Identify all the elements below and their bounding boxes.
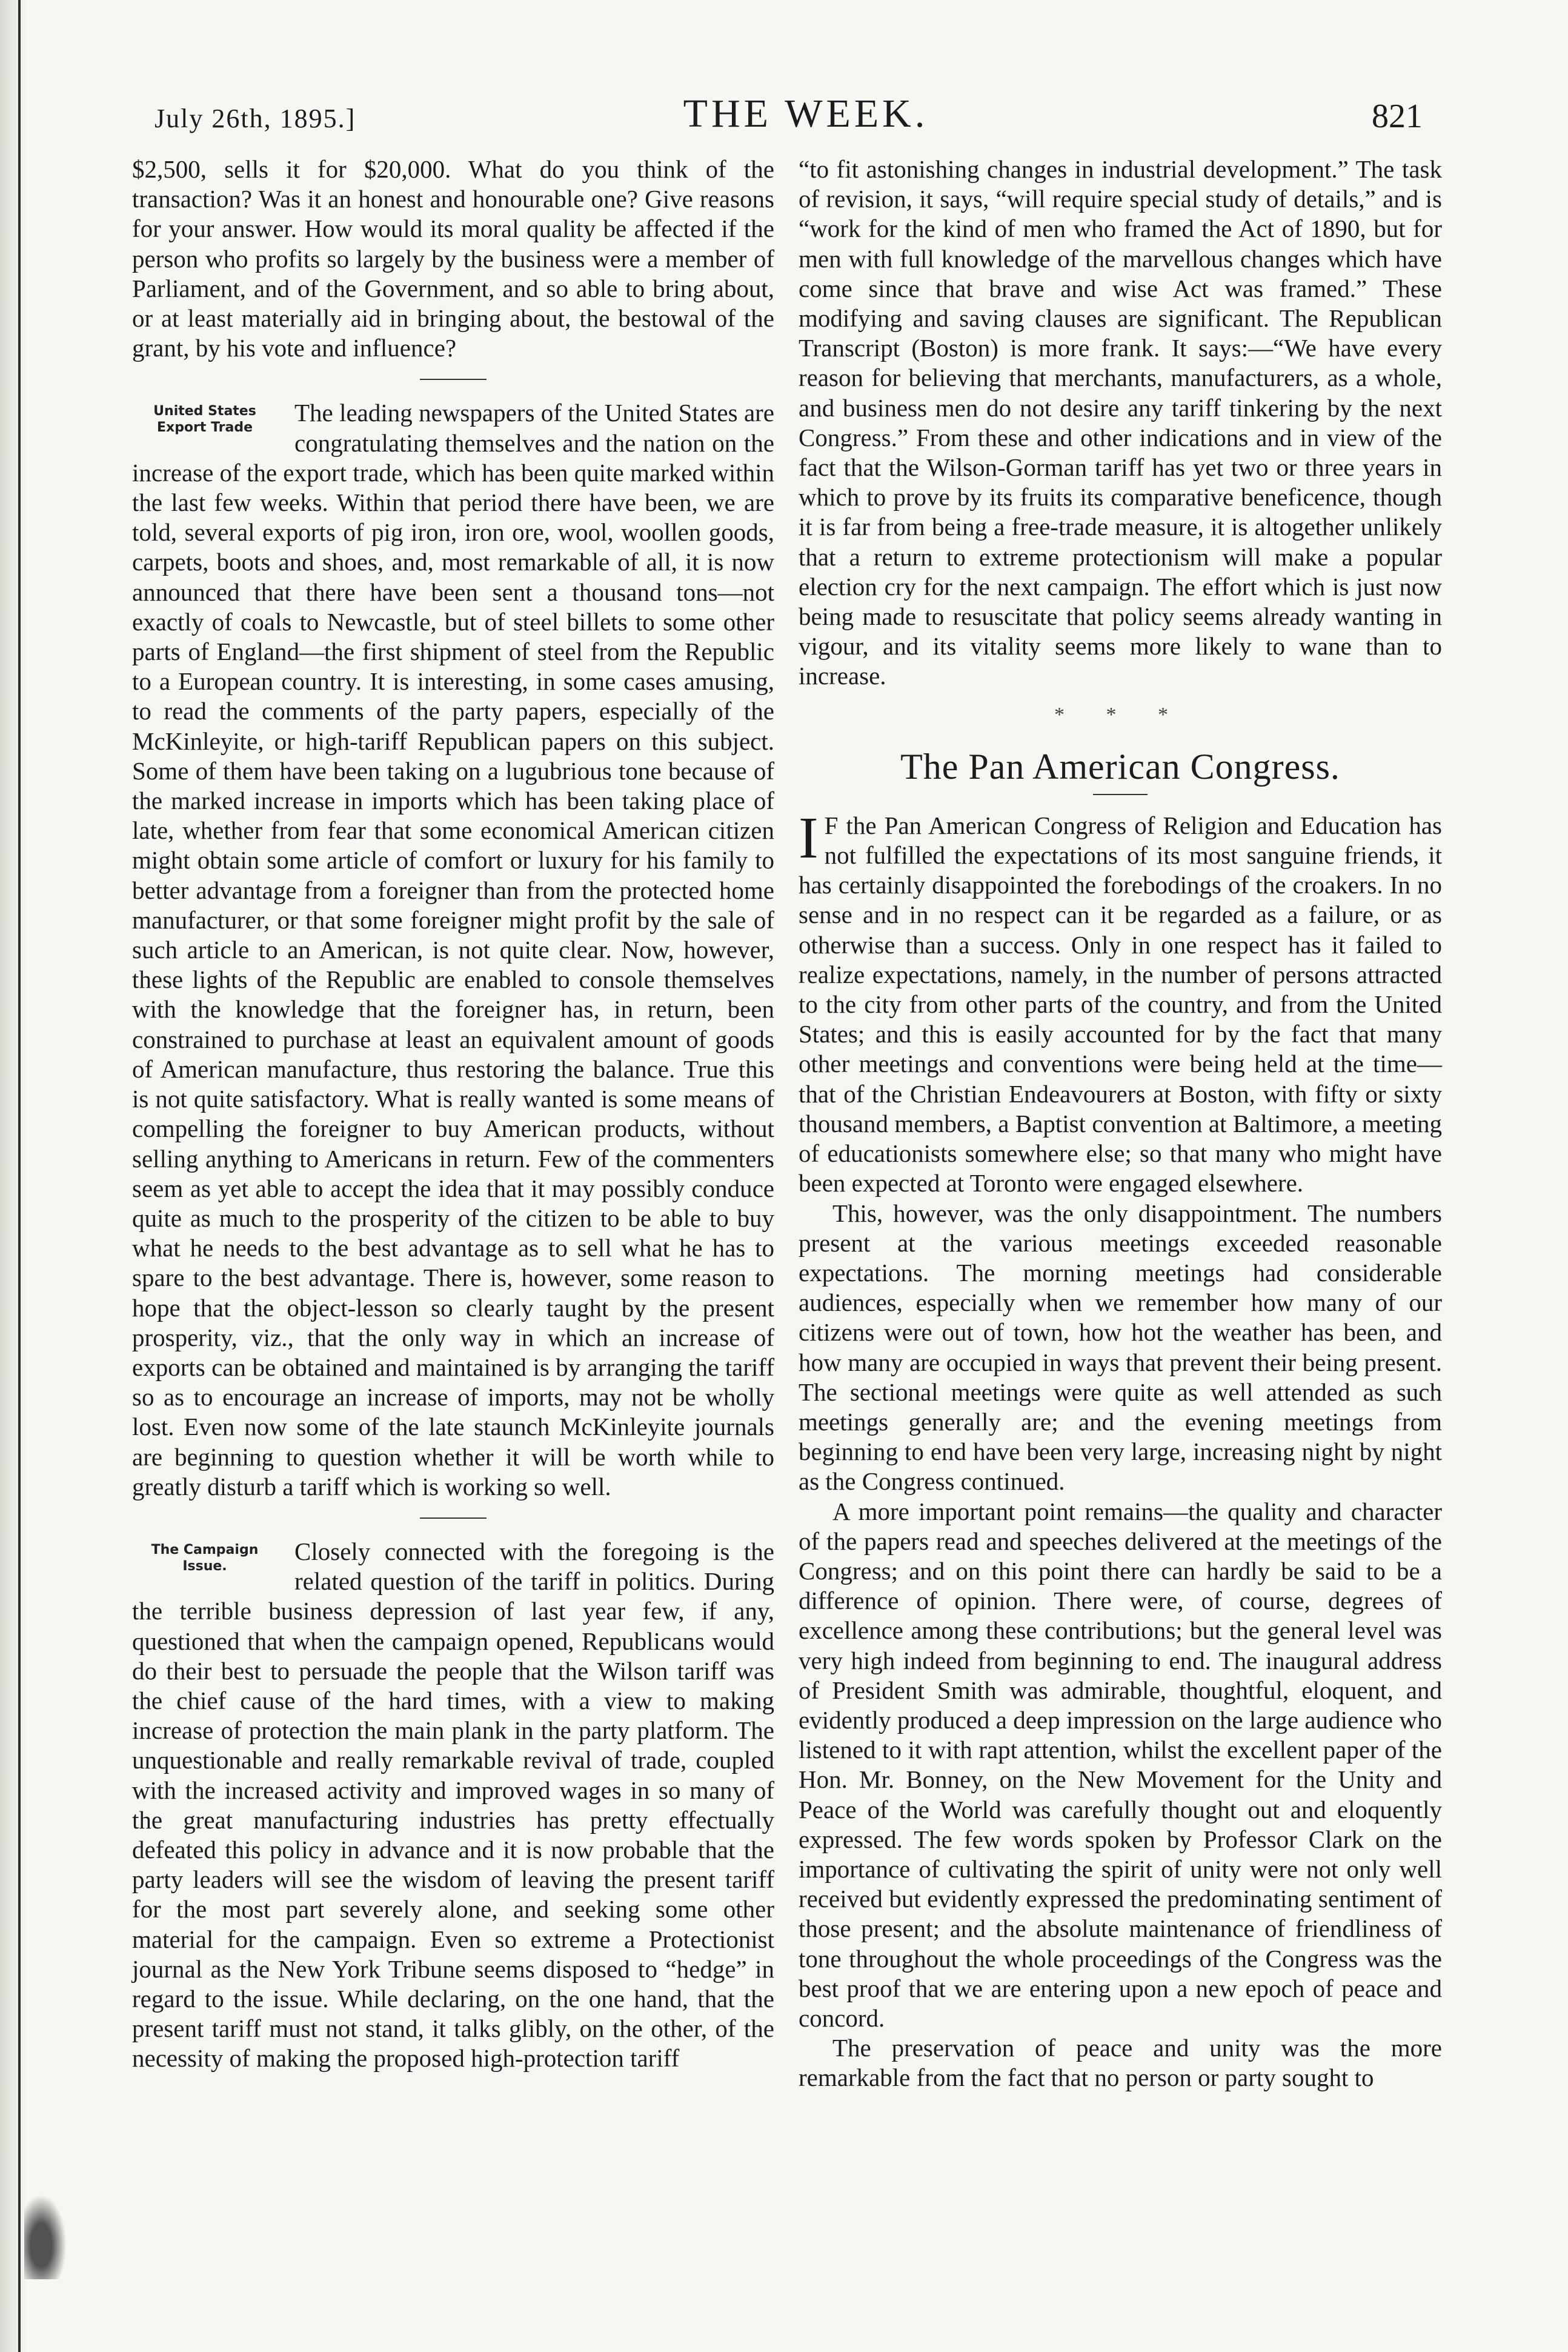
page-edge-line <box>18 0 21 2352</box>
note-campaign-issue <box>132 1537 774 2074</box>
scan-artifact <box>24 2194 67 2279</box>
article-title: The Pan American Congress. <box>900 746 1340 787</box>
running-head <box>0 91 1568 145</box>
article-paragraph-3: A more important point remains—the quality and character of the papers read and speeches delivered at the meetings of the Congress; and on this point there can hardly be said to be a difference of opinion. There were, of course, degrees of excellence among these contributions; but the general level was very high indeed from beginning to end. The inaugural address of President Smith was admirable, thoughtful, eloquent, and evidently produced a deep impression on the large audience who listened to it with rapt attention, whilst the excellent paper of the Hon. Mr. Bonney, on the New Movement for the Unity and Peace of the World was carefully thought out and eloquently expressed. The few words spoken by Professor Clark on the importance of cultivating the spirit of unity were not only well received but evidently expressed the predominating sentiment of those present; and the absolute maintenance of friendliness of tone throughout the whole proceedings of the Congress was the best proof that we are entering upon a new epoch of peace and concord. <box>799 1497 1442 2032</box>
opening-paragraph: $2,500, sells it for $20,000. What do you think of the transaction? Was it an honest and honourable one? Give reasons for your answer. How would its moral quality be affected if the person who profits so largely by the business were a member of Parliament, and of the Government, and so able to bring about, or at least materially aid in bringing about, the bestowal of the grant, by his vote and influence? <box>132 155 774 362</box>
article-paragraph-1-text: F the Pan American Congress of Religion and Education has not fulfilled the expectations of its most sanguine friends, it has certainly disappointed the forebodings of the croakers. In no sense and in no respect can it be regarded as a failure, or as otherwise than a success. Only in one respect has it failed to realize expectations, namely, in the number of persons attracted to the city from other parts of the country, and from the United States; and this is easily accounted for by the fact that many other meetings and conventions were being held at the time—that of the Christian Endeavourers at Boston, with fifty or sixty thousand members, a Baptist convention at Baltimore, a meeting of educationists somewhere else; so that many who might have been expected at Toronto were engaged elsewhere. <box>799 811 1442 1198</box>
right-column <box>799 155 1442 2093</box>
article-paragraph-2: This, however, was the only disappointment. The numbers present at the various meetings exceeded reasonable expectations. The morning meetings had considerable audiences, especially when we remember how many of our citizens were out of town, how hot the weather has been, and how many are occupied in ways that prevent their being present. The sectional meetings were quite as well attended as such meetings generally are; and the evening meetings from beginning to end have been very large, increasing night by night as the Congress continued. <box>799 1199 1442 1496</box>
section-divider <box>420 379 487 380</box>
sidenote-campaign-issue: The Campaign Issue. <box>151 1542 259 1574</box>
page-binding-edge <box>0 0 29 2352</box>
asterism-divider: * * * <box>1054 703 1186 726</box>
note-export-trade-text: The leading newspapers of the United States are congratulating themselves and the nation on the increase of the export trade, which has been quite marked within the last few weeks. Within that period there have been, we are told, several exports of pig iron, iron ore, wool, woollen goods, carpets, boots and shoes, and, most remarkable of all, it is now announced that there have been sent a thousand tons—not exactly of coals to Newcastle, but of steel billets to some other parts of England—the first shipment of steel from the Republic to a European country. It is interesting, in some cases amusing, to read the comments of the party papers, especially of the McKinleyite, or high-tariff Republican papers on this subject. Some of them have been taking on a lugubrious tone because of the marked increase in imports which has been taking place of late, whether from fear that some economical American citizen might obtain some article of comfort or luxury for his family to better advantage from a foreigner than from the protected home manufacturer, or that some foreigner might profit by the sale of such article to an American, is not quite clear. Now, however, these lights of the Republic are enabled to console themselves with the knowledge that the foreigner has, in return, been constrained to purchase at least an equivalent amount of goods of American manufacture, thus restoring the balance. True this is not quite satisfactory. What is really wanted is some means of compelling the foreigner to buy American products, without selling anything to Americans in return. Few of the commenters seem as yet able to accept the idea that it may possibly conduce quite as much to the prosperity of the citizen to be able to buy what he needs to the best advantage as to sell what he has to spare to the best advantage. There is, however, some reason to hope that the object-lesson so clearly taught by the present prosperity, viz., that the only way in which an increase of exports can be obtained and maintained is by arranging the tariff so as to encourage an increase of imports, may not be wholly lost. Even now some of the late staunch McKinleyite journals are beginning to question whether it will be worth while to greatly disturb a tariff which is working so well. <box>132 399 774 1501</box>
continuation-paragraph: “to fit astonishing changes in industrial development.” The task of revision, it says, “will require special study of details,” and is “work for the kind of men who framed the Act of 1890, but for men with full knowledge of the marvellous changes which have come since that brave and wise Act was framed.” These modifying and saving clauses are significant. The Republican Transcript (Boston) is more frank. It says:—“We have every reason for believing that merchants, manufacturers, as a whole, and business men do not desire any tariff tinkering by the next Congress.” From these and other indications and in view of the fact that the Wilson-Gorman tariff has yet two or three years in which to prove by its fruits its comparative beneficence, though it is far from being a free-trade measure, it is altogether unlikely that a return to extreme protectionism will make a popular election cry for the next campaign. The effort which is just now being made to resuscitate that policy seems already wanting in vigour, and its vitality seems more likely to wane than to increase. <box>799 155 1442 690</box>
left-column <box>132 155 774 2074</box>
note-campaign-issue-text: Closely connected with the foregoing is the related question of the tariff in politics. During the terrible business depression of last year few, if any, questioned that when the campaign opened, Republicans would do their best to persuade the people that the Wilson tariff was the chief cause of the hard times, with a view to making increase of protection the main plank in the party platform. The unquestionable and really remarkable revival of trade, coupled with the increased activity and improved wages in so many of the great manufacturing industries has pretty effectually defeated this policy in advance and it is now probable that the party leaders will see the wisdom of leaving the present tariff for the most part severely alone, and seeking some other material for the campaign. Even so extreme a Protectionist journal as the New York Tribune seems disposed to “hedge” in regard to the issue. While declaring, on the one hand, that the present tariff must not stand, it talks glibly, on the other, of the necessity of making the proposed high-protection tariff <box>132 1537 774 2073</box>
sidenote-export-trade: United States Export Trade <box>153 404 256 436</box>
title-rule <box>1093 794 1148 795</box>
article-paragraph-1 <box>799 805 1442 1199</box>
publication-title: THE WEEK. <box>683 92 929 136</box>
issue-date: July 26th, 1895.] <box>154 104 356 133</box>
section-divider <box>420 1517 487 1519</box>
note-export-trade <box>132 398 774 1502</box>
article-paragraph-4: The preservation of peace and unity was the more remarkable from the fact that no person or party sought to <box>799 2034 1442 2092</box>
drop-cap: I <box>799 805 819 871</box>
page-number: 821 <box>1372 98 1423 135</box>
